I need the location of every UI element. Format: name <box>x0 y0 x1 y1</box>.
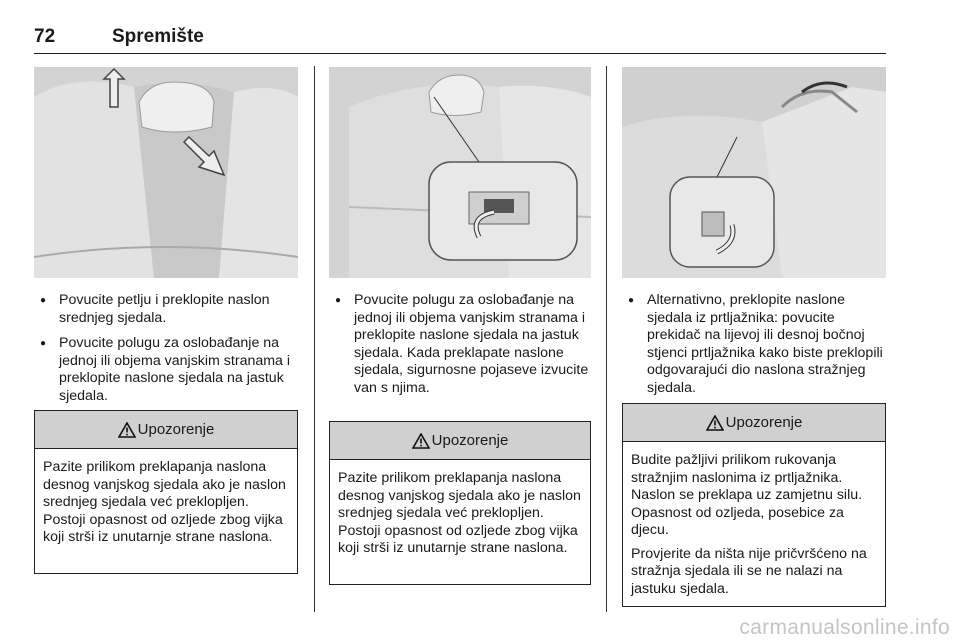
warning-body <box>35 449 297 555</box>
illustration-release-lever <box>329 67 591 278</box>
warning-box-1 <box>34 410 298 574</box>
warning-heading <box>330 422 590 460</box>
column-divider-1 <box>314 66 315 612</box>
warning-heading <box>35 411 297 449</box>
warning-heading <box>623 404 885 442</box>
bullet-item: ● Povucite polugu za oslobađanje na jednoj ili objema vanjskim stranama i preklopite naslone sjedala na jastuk sjedala. Kada preklapate naslone sjedala, sigurnosne pojaseve izvucite van s njima. <box>329 292 591 397</box>
page-header <box>34 26 886 54</box>
column-2-bullets <box>329 292 591 405</box>
warning-triangle-icon <box>118 422 136 438</box>
warning-heading-text: Upozorenje <box>725 414 803 431</box>
watermark: carmanualsonline.info <box>739 616 950 639</box>
column-1-bullets <box>34 292 300 413</box>
column-3-bullets <box>622 292 886 405</box>
warning-paragraph: Provjerite da ništa nije pričvršćeno na stražnja sjedala ili se ne nalazi na jastuku sjedala. <box>631 545 867 597</box>
illustration-luggage-switch <box>622 67 886 278</box>
column-divider-2 <box>606 66 607 612</box>
illustration-middle-backrest-loop <box>34 67 298 278</box>
warning-triangle-icon <box>706 415 724 431</box>
bullet-item: ● Povucite polugu za oslobađanje na jednoj ili objema vanjskim stranama i preklopite naslone sjedala na jastuk sjedala. <box>34 335 300 405</box>
warning-box-2 <box>329 421 591 585</box>
warning-paragraph: Budite pažljivi prilikom rukovanja stražnjim naslonima iz prtljažnika. Naslon se preklapa uz zamjetnu silu. Opasnost od ozljeda, posebice za djecu. <box>631 452 863 538</box>
warning-heading-text: Upozorenje <box>431 432 509 449</box>
warning-body <box>623 442 885 606</box>
warning-heading-text: Upozorenje <box>137 421 215 438</box>
warning-triangle-icon <box>412 433 430 449</box>
bullet-item: ● Povucite petlju i preklopite naslon srednjeg sjedala. <box>34 292 300 327</box>
page-number: 72 <box>34 26 56 47</box>
warning-paragraph: Pazite prilikom preklapanja naslona desnog vanjskog sjedala ako je naslon srednjeg sjedala već preklopljen. Postoji opasnost od ozljede zbog vijka koji strši iz unutarnje strane naslona. <box>338 470 581 556</box>
page-title: Spremište <box>112 26 204 47</box>
bullet-item: ● Alternativno, preklopite naslone sjedala iz prtljažnika: povucite prekidač na lijevoj ili desnoj bočnoj stjenci prtljažnika kako biste preklopili odgovarajući dio naslona stražnjeg sjedala. <box>622 292 886 397</box>
warning-box-3 <box>622 403 886 607</box>
warning-paragraph: Pazite prilikom preklapanja naslona desnog vanjskog sjedala ako je naslon srednjeg sjedala već preklopljen. Postoji opasnost od ozljede zbog vijka koji strši iz unutarnje strane naslona. <box>43 459 286 545</box>
warning-body <box>330 460 590 566</box>
